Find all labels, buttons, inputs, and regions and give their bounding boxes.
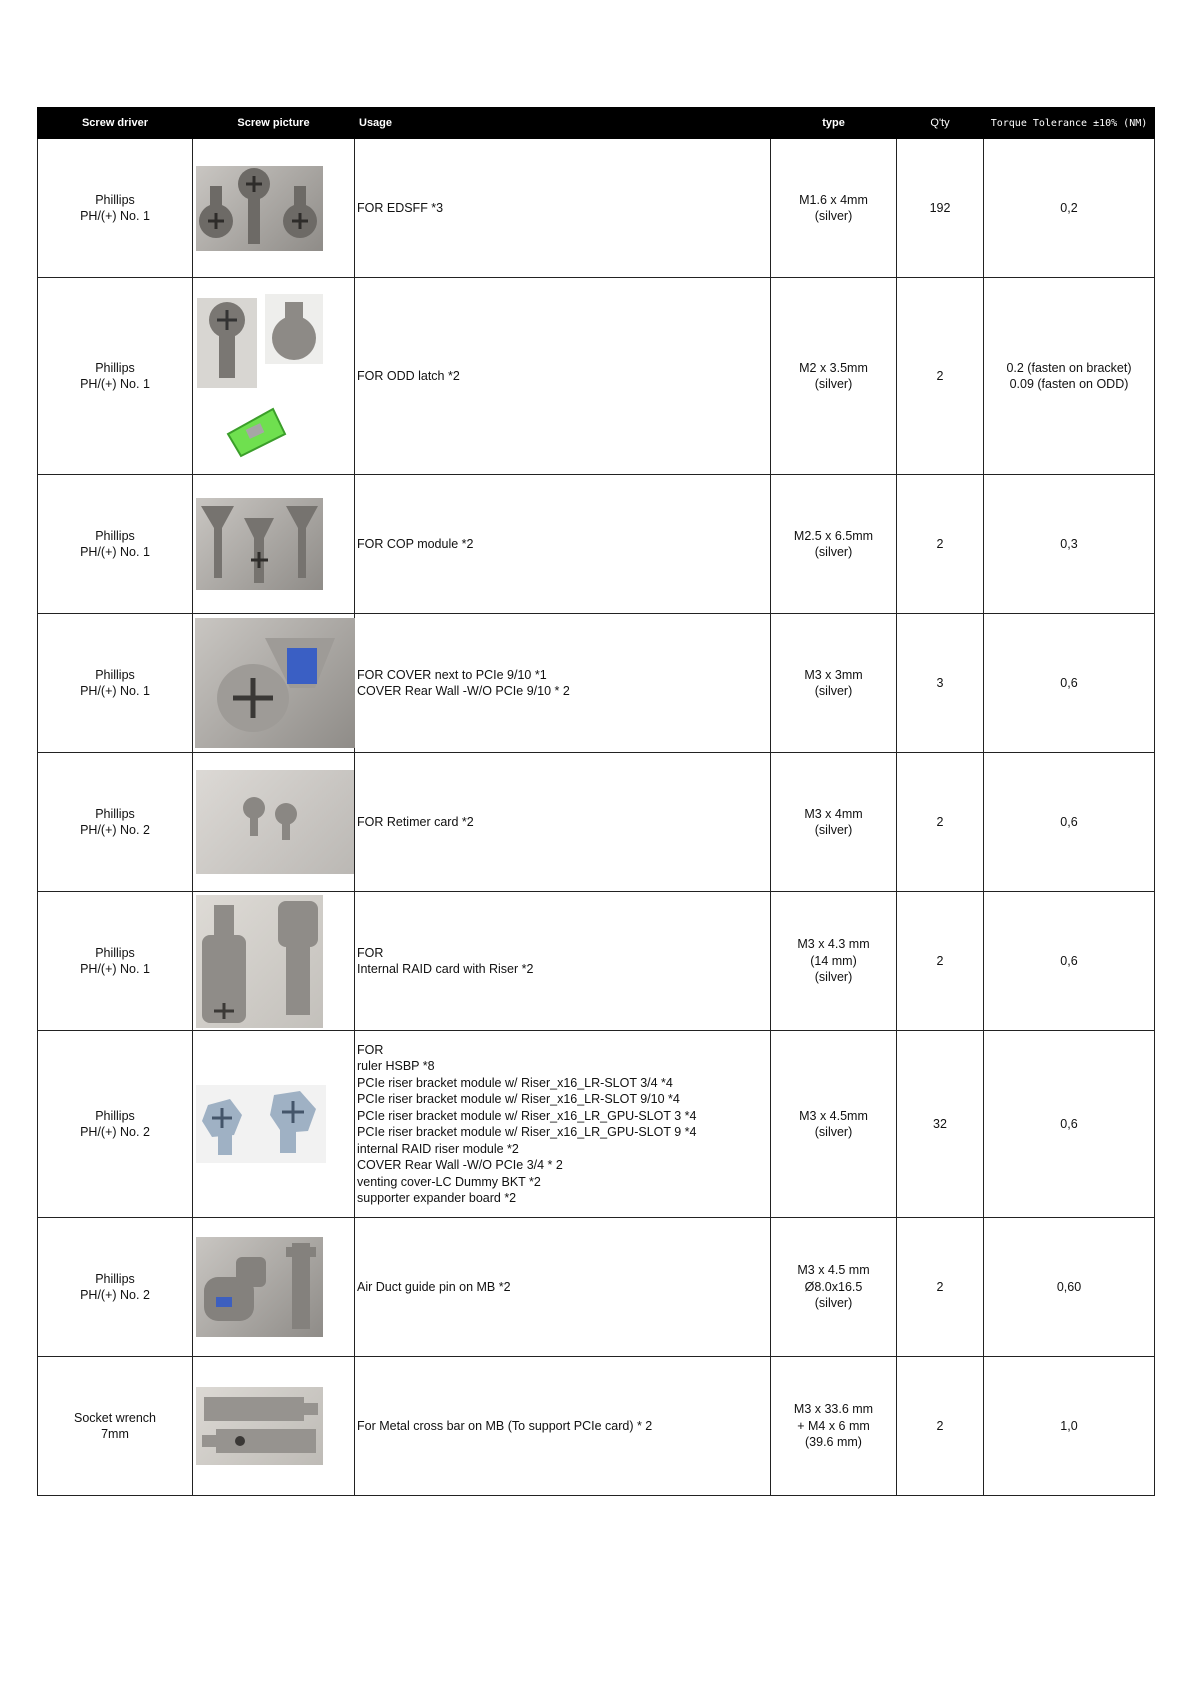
torque-cell: 0,6 (984, 1031, 1155, 1218)
torque-cell: 0,2 (984, 139, 1155, 278)
screw-driver-cell: Phillips PH/(+) No. 2 (38, 753, 193, 892)
qty-cell: 2 (897, 1218, 984, 1357)
qty-cell: 2 (897, 1357, 984, 1496)
type-cell: M3 x 4.3 mm (14 mm) (silver) (771, 892, 897, 1031)
type-cell: M3 x 4mm (silver) (771, 753, 897, 892)
screw-picture-cell (193, 475, 355, 614)
type-cell: M1.6 x 4mm (silver) (771, 139, 897, 278)
screw-driver-cell: Phillips PH/(+) No. 2 (38, 1218, 193, 1357)
screw-photo-icon (196, 498, 323, 590)
usage-cell: For Metal cross bar on MB (To support PCIe card) * 2 (355, 1357, 771, 1496)
screw-driver-cell: Phillips PH/(+) No. 1 (38, 475, 193, 614)
screw-driver-cell: Phillips PH/(+) No. 2 (38, 1031, 193, 1218)
torque-cell: 1,0 (984, 1357, 1155, 1496)
torque-cell: 0.2 (fasten on bracket) 0.09 (fasten on ODD) (984, 278, 1155, 475)
qty-cell: 32 (897, 1031, 984, 1218)
type-cell: M2 x 3.5mm (silver) (771, 278, 897, 475)
table-row (38, 1031, 1155, 1218)
usage-cell: FOR EDSFF *3 (355, 139, 771, 278)
screw-photo-icon (196, 895, 323, 1028)
header-screw-driver: Screw driver (38, 108, 193, 139)
usage-cell: FOR COP module *2 (355, 475, 771, 614)
torque-cell: 0,6 (984, 753, 1155, 892)
screw-photo-icon (265, 294, 323, 364)
screw-picture-cell (193, 139, 355, 278)
screw-photo-icon (196, 1237, 323, 1337)
torque-cell: 0,6 (984, 614, 1155, 753)
screw-photo-icon (196, 770, 354, 874)
screw-driver-cell: Phillips PH/(+) No. 1 (38, 278, 193, 475)
torque-cell: 0,3 (984, 475, 1155, 614)
table-row (38, 1357, 1155, 1496)
screw-picture-cell (193, 614, 355, 753)
usage-cell: Air Duct guide pin on MB *2 (355, 1218, 771, 1357)
screw-picture-group (195, 284, 325, 469)
screw-photo-icon (197, 298, 257, 388)
table-row (38, 139, 1155, 278)
torque-cell: 0,6 (984, 892, 1155, 1031)
usage-cell: FOR Retimer card *2 (355, 753, 771, 892)
header-type: type (771, 108, 897, 139)
type-cell: M3 x 4.5 mm Ø8.0x16.5 (silver) (771, 1218, 897, 1357)
screw-driver-cell: Socket wrench 7mm (38, 1357, 193, 1496)
type-cell: M2.5 x 6.5mm (silver) (771, 475, 897, 614)
table-row (38, 278, 1155, 475)
screw-photo-icon (196, 1085, 326, 1163)
screw-photo-icon (195, 618, 355, 748)
qty-cell: 2 (897, 753, 984, 892)
odd-latch-icon (223, 404, 293, 460)
type-cell: M3 x 3mm (silver) (771, 614, 897, 753)
screw-photo-icon (196, 166, 323, 251)
type-cell: M3 x 4.5mm (silver) (771, 1031, 897, 1218)
screw-picture-cell (193, 278, 355, 475)
usage-cell: FOR ODD latch *2 (355, 278, 771, 475)
qty-cell: 2 (897, 892, 984, 1031)
qty-cell: 2 (897, 475, 984, 614)
qty-cell: 2 (897, 278, 984, 475)
usage-cell: FOR ruler HSBP *8 PCIe riser bracket module w/ Riser_x16_LR-SLOT 3/4 *4 PCIe riser bracket module w/ Riser_x16_LR-SLOT 9/10 *4 PCIe riser bracket module w/ Riser_x16_LR_GPU-SLOT 3 *4 PCIe riser bracket module w/ Riser_x16_LR_GPU-SLOT 9 *4 internal RAID riser module *2 COVER Rear Wall -W/O PCIe 3/4 * 2 venting cover-LC Dummy BKT *2 supporter expander board *2 (355, 1031, 771, 1218)
screw-driver-cell: Phillips PH/(+) No. 1 (38, 892, 193, 1031)
type-cell: M3 x 33.6 mm + M4 x 6 mm (39.6 mm) (771, 1357, 897, 1496)
usage-cell: FOR Internal RAID card with Riser *2 (355, 892, 771, 1031)
screw-picture-cell (193, 1357, 355, 1496)
header-torque: Torque Tolerance ±10% (NM) (984, 108, 1155, 139)
screw-spec-table (37, 107, 1155, 1496)
standoff-photo-icon (196, 1387, 323, 1465)
screw-picture-cell (193, 1218, 355, 1357)
torque-cell: 0,60 (984, 1218, 1155, 1357)
screw-picture-cell (193, 1031, 355, 1218)
table-row (38, 475, 1155, 614)
usage-cell: FOR COVER next to PCIe 9/10 *1 COVER Rear Wall -W/O PCIe 9/10 * 2 (355, 614, 771, 753)
table-row (38, 614, 1155, 753)
qty-cell: 192 (897, 139, 984, 278)
screw-picture-cell (193, 753, 355, 892)
screw-picture-cell (193, 892, 355, 1031)
header-usage: Usage (355, 108, 771, 139)
header-screw-picture: Screw picture (193, 108, 355, 139)
screw-driver-cell: Phillips PH/(+) No. 1 (38, 614, 193, 753)
qty-cell: 3 (897, 614, 984, 753)
table-row (38, 1218, 1155, 1357)
header-qty: Q'ty (897, 108, 984, 139)
table-row (38, 753, 1155, 892)
table-row (38, 892, 1155, 1031)
screw-driver-cell: Phillips PH/(+) No. 1 (38, 139, 193, 278)
header-row (38, 108, 1155, 139)
